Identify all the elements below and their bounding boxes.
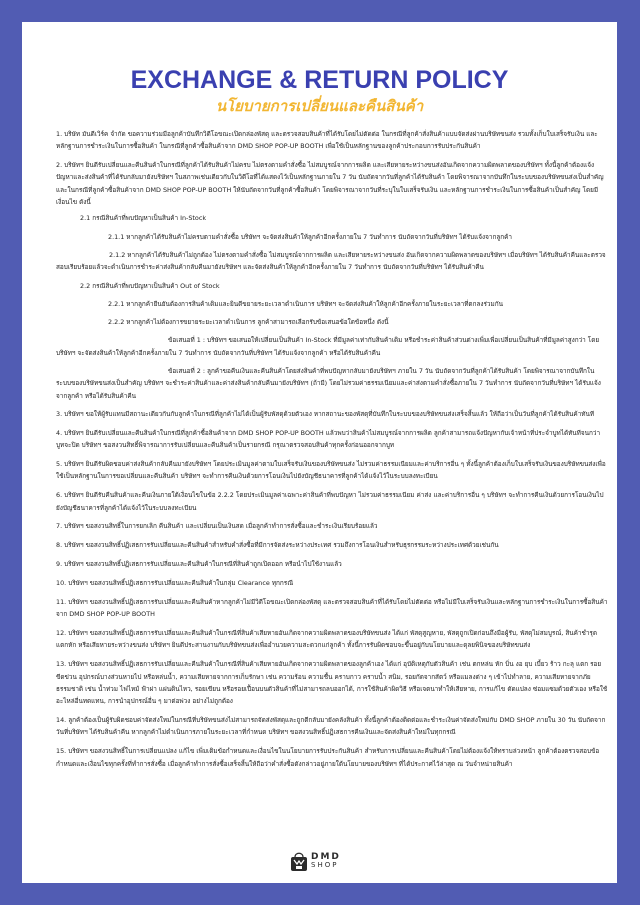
logo-text-shop: SHOP [311,861,339,869]
page-title: EXCHANGE & RETURN POLICY [130,66,509,94]
page-subtitle-thai: นโยบายการเปลี่ยนและคืนสินค้า [215,97,424,115]
policy-offer-1: ข้อเสนอที่ 1 : บริษัทฯ ขอเสนอให้เปลี่ยนเป็นสินค้า In-Stock ที่มีมูลค่าเท่ากับสินค้าเดิม หรือชำระค่าสินค้าส่วนต่างเพิ่มเพื่อเปลี่ยนเป็นสินค้าที่มีมูลค่าสูงกว่า โดยบริษัทฯ จะจัดส่งสินค้าให้ลูกค้าอีกครั้งภายใน 7 วันทำการ นับถัดจากวันที่บริษัทฯ ได้รับแจ้งจากลูกค้า หรือได้รับสินค้าคืน [56,336,600,357]
policy-item-11: 11. บริษัทฯ ขอสงวนสิทธิ์ปฏิเสธการรับเปลี่ยนและคืนสินค้าหากลูกค้าไม่มีวิดีโอขณะเปิดกล่องพัสดุ และตรวจสอบสินค้าที่ได้รับโดยไม่ตัดต่อ หรือไม่มีใบเสร็จรับเงินและหลักฐานการชำระเงินในการซื้อสินค้าจาก DMD SHOP POP-UP BOOTH [56,597,608,619]
logo-text-dmd: DMD [311,852,341,862]
policy-item-6: 6. บริษัทฯ ยินดีรับคืนสินค้าและคืนเงินภายใต้เงื่อนไขในข้อ 2.2.2 โดยประเมินมูลค่าเฉพาะค่าสินค้าที่พบปัญหา ไม่รวมค่าธรรมเนียม ค่าส่ง และค่าบริการอื่น ๆ บริษัทฯ จะทำการคืนเงินด้วยการโอนเงินไปยังบัญชีธนาคารที่ลูกค้าได้แจ้งไว้ในระบบลงทะเบียน [56,491,604,512]
policy-item-12: 12. บริษัทฯ ขอสงวนสิทธิ์ปฏิเสธการรับเปลี่ยนและคืนสินค้าในกรณีที่สินค้าเสียหายอันเกิดจากความผิดพลาดของบริษัทขนส่ง ได้แก่ พัสดุสูญหาย, พัสดุถูกเปิดก่อนถึงมือผู้รับ, พัสดุไม่สมบูรณ์, สินค้าชำรุด แตกหัก หรือเสียหายระหว่างขนส่ง บริษัทฯ ยินดีประสานงานกับบริษัทขนส่งเพื่ออำนวยความสะดวกแก่ลูกค้า ทั้งนี้การรับผิดชอบจะขึ้นอยู่กับนโยบายและดุลยพินิจของบริษัทขนส่ง [56,629,597,650]
policy-item-14: 14. ลูกค้าต้องเป็นผู้รับผิดชอบค่าจัดส่งใหม่ในกรณีที่บริษัทขนส่งไม่สามารถจัดส่งพัสดุและถูกตีกลับมายังคลังสินค้า ทั้งนี้ลูกค้าต้องติดต่อและชำระเงินค่าจัดส่งใหม่กับ DMD SHOP ภายใน 30 วัน นับถัดจากวันที่บริษัทฯ ได้รับสินค้าคืน หากลูกค้าไม่ดำเนินการภายในระยะเวลาที่กำหนด บริษัทฯ ขอสงวนสิทธิ์ปฏิเสธการคืนเงินและจัดส่งสินค้าใหม่ในทุกกรณี [56,716,606,737]
policy-item-9: 9. บริษัทฯ ขอสงวนสิทธิ์ปฏิเสธการรับเปลี่ยนและคืนสินค้าในกรณีที่สินค้าถูกเปิดออก หรือนำไปใช้งานแล้ว [56,560,342,569]
policy-offer-2: ข้อเสนอที่ 2 : ลูกค้าขอคืนเงินและคืนสินค้าโดยส่งสินค้าที่พบปัญหากลับมายังบริษัทฯ ภายใน 7 วัน นับถัดจากวันที่ลูกค้าได้รับสินค้า โดยพิจารณาจากบันทึกในระบบของบริษัทขนส่งเป็นสำคัญ บริษัทฯ จะชำระค่าสินค้าและค่าส่งสินค้ากลับคืนมายังบริษัทฯ (ถ้ามี) โดยไม่รวมค่าธรรมเนียมและค่าส่งตามคำสั่งซื้อภายใน 7 วันทำการ นับถัดจากวันที่บริษัทฯ ได้รับแจ้งจากลูกค้า หรือได้รับสินค้าคืน [56,367,601,400]
policy-item-2-2-2: 2.2.2 หากลูกค้าไม่ต้องการขยายระยะเวลาดำเนินการ ลูกค้าสามารถเลือกรับข้อเสนอข้อใดข้อหนึ่ง ดังนี้ [108,318,389,327]
policy-panel [22,22,617,883]
shopping-bag-icon [290,850,308,872]
policy-item-2: 2. บริษัทฯ ยินดีรับเปลี่ยนและคืนสินค้าในกรณีที่ลูกค้าได้รับสินค้าไม่ครบ ไม่ตรงตามคำสั่งซื้อ ไม่สมบูรณ์จากการผลิต และเสียหายระหว่างขนส่งอันเกิดจากความผิดพลาดของบริษัทฯ ทั้งนี้ลูกค้าต้องแจ้งปัญหาและส่งสินค้าที่ได้รับกลับมายังบริษัทฯ ในสภาพเช่นเดียวกับในวิดีโอที่ได้แสดงไว้เป็นหลักฐานภายใน 7 วัน นับถัดจากวันที่ลูกค้าได้รับสินค้า โดยพิจารณาจากบันทึกในระบบของบริษัทขนส่งเป็นสำคัญ และในกรณีที่ลูกค้าซื้อสินค้าจาก DMD SHOP POP-UP BOOTH ให้นับถัดจากวันที่ลูกค้าซื้อสินค้า โดยพิจารณาจากวันที่ระบุในใบเสร็จรับเงิน และหลักฐานการชำระเงินในการซื้อสินค้าเป็นสำคัญ โดยมีเงื่อนไข ดังนี้ [56,161,604,207]
policy-item-3: 3. บริษัทฯ ขอให้ผู้รับแทนมีสถานะเดียวกันกับลูกค้าในกรณีที่ลูกค้าไม่ได้เป็นผู้รับพัสดุด้วยตัวเอง หากสถานะของพัสดุที่บันทึกในระบบของบริษัทขนส่งเสร็จสิ้นแล้ว ให้ถือว่าเป็นวันที่ลูกค้าได้รับสินค้าทันที [56,409,595,418]
policy-item-2-1-2: 2.1.2 หากลูกค้าได้รับสินค้าไม่ถูกต้อง ไม่ตรงตามคำสั่งซื้อ ไม่สมบูรณ์จากการผลิต และเสียหายระหว่างขนส่ง อันเกิดจากความผิดพลาดของบริษัทฯ เมื่อบริษัทฯ ได้รับสินค้าคืนและตรวจสอบเรียบร้อยแล้วจะดำเนินการชำระค่าส่งสินค้ากลับคืนมายังบริษัทฯ และจัดส่งสินค้าให้ลูกค้าอีกครั้งภายใน 7 วันทำการ นับถัดจากวันที่บริษัทฯ ได้รับสินค้าคืน [56,250,606,272]
policy-item-1: 1. บริษัท มันดีเวิร์ค จำกัด ขอความร่วมมือลูกค้าบันทึกวิดีโอขณะเปิดกล่องพัสดุ และตรวจสอบสินค้าที่ได้รับโดยไม่ตัดต่อ ในกรณีที่ลูกค้าสั่งสินค้าแบบจัดส่งผ่านบริษัทขนส่ง รวมทั้งเก็บใบเสร็จรับเงิน และหลักฐานการชำระเงินในการซื้อสินค้า ในกรณีที่ลูกค้าซื้อสินค้าจาก DMD SHOP POP-UP BOOTH เพื่อใช้เป็นหลักฐานของลูกค้าประกอบการรับประกันสินค้า [56,130,598,151]
policy-item-2-2: 2.2 กรณีสินค้าที่พบปัญหาเป็นสินค้า Out of Stock [80,281,220,290]
policy-item-5: 5. บริษัทฯ ยินดีรับผิดชอบค่าส่งสินค้ากลับคืนมายังบริษัทฯ โดยประเมินมูลค่าตามใบเสร็จรับเงินของบริษัทขนส่ง ไม่รวมค่าธรรมเนียมและค่าบริการอื่น ๆ ทั้งนี้ลูกค้าต้องเก็บใบเสร็จรับเงินของบริษัทขนส่งเพื่อใช้เป็นหลักฐานในการขอเปลี่ยนและคืนสินค้า บริษัทฯ จะทำการคืนเงินด้วยการโอนเงินไปยังบัญชีธนาคารที่ลูกค้าได้แจ้งไว้ในระบบลงทะเบียน [56,460,606,481]
policy-item-8: 8. บริษัทฯ ขอสงวนสิทธิ์ปฏิเสธการรับเปลี่ยนและคืนสินค้าสำหรับคำสั่งซื้อที่มีการจัดส่งระหว่างประเทศ รวมถึงการโอนเงินสำหรับธุรกรรมระหว่างประเทศด้วยเช่นกัน [56,541,499,550]
dmd-shop-logo [290,848,354,874]
policy-item-2-1-1: 2.1.1 หากลูกค้าได้รับสินค้าไม่ครบตามคำสั่งซื้อ บริษัทฯ จะจัดส่งสินค้าให้ลูกค้าอีกครั้งภายใน 7 วันทำการ นับถัดจากวันที่บริษัทฯ ได้รับแจ้งจากลูกค้า [108,232,512,241]
policy-item-4: 4. บริษัทฯ ยินดีรับเปลี่ยนและคืนสินค้าในกรณีที่ลูกค้าซื้อสินค้าจาก DMD SHOP POP-UP BOOTH แล้วพบว่าสินค้าไม่สมบูรณ์จากการผลิต ลูกค้าสามารถแจ้งปัญหากับเจ้าหน้าที่ประจำบูทได้ทันทีจนกว่าบูทจะปิด บริษัทฯ ขอสงวนสิทธิ์พิจารณาการรับเปลี่ยนและคืนสินค้าเป็นรายกรณี กรุณาตรวจสอบสินค้าทุกครั้งก่อนออกจากบูท [56,428,601,450]
policy-item-2-2-1: 2.2.1 หากลูกค้ายืนยันต้องการสินค้าเดิมและยินดีขยายระยะเวลาดำเนินการ บริษัทฯ จะจัดส่งสินค้าให้ลูกค้าอีกครั้งภายในระยะเวลาที่ตกลงร่วมกัน [108,299,503,308]
policy-item-2-1: 2.1 กรณีสินค้าที่พบปัญหาเป็นสินค้า In-Stock [80,214,207,223]
policy-body [56,128,608,776]
policy-item-15: 15. บริษัทฯ ขอสงวนสิทธิ์ในการเปลี่ยนแปลง แก้ไข เพิ่มเติมข้อกำหนดและเงื่อนไขในนโยบายการรับประกันสินค้า สำหรับการเปลี่ยนและคืนสินค้าโดยไม่ต้องแจ้งให้ทราบล่วงหน้า ลูกค้าต้องตรวจสอบข้อกำหนดและเงื่อนไขทุกครั้งที่ทำการสั่งซื้อ เมื่อลูกค้าทำการสั่งซื้อเสร็จสิ้นให้ถือว่าคำสั่งซื้อดังกล่าวอยู่ภายใต้นโยบายของบริษัทฯ ที่ได้ประกาศไว้ล่าสุด ณ วันจำหน่ายสินค้า [56,747,600,768]
policy-item-7: 7. บริษัทฯ ขอสงวนสิทธิ์ในการยกเลิก คืนสินค้า และเปลี่ยนเป็นเงินสด เมื่อลูกค้าทำการสั่งซื้อและชำระเงินเรียบร้อยแล้ว [56,522,378,531]
policy-item-13: 13. บริษัทฯ ขอสงวนสิทธิ์ปฏิเสธการรับเปลี่ยนและคืนสินค้าในกรณีที่สินค้าเสียหายอันเกิดจากความผิดพลาดของลูกค้าเอง ได้แก่ อุบัติเหตุกับตัวสินค้า เช่น ตกหล่น หัก บิ่น งอ ยุบ เบี้ยว ร้าว กะลุ แตก รอยขีดข่วน อุปกรณ์บางส่วนหายไป หรือหล่นน้ำ, ความเสียหายจากการเก็บรักษา เช่น ความร้อน ความชื้น คราบกาว คราบน้ำ สนิม, รอยกัดจากสัตว์ หรือแมลงต่าง ๆ เข้าไปทำลาย, ความเสียหายจากภัยธรรมชาติ เช่น น้ำท่วม ไฟไหม้ ฟ้าผ่า แผ่นดินไหว, รอยเขียน หรือรอยเปื้อนบนตัวสินค้าที่ไม่สามารถลบออกได้, การใช้สินค้าผิดวิธี หรือเจตนาทำให้เสียหาย, การแก้ไข ดัดแปลง ซ่อมแซมด้วยตัวเอง หรือใช้อะไหล่อื่นทดแทน, การนำอุปกรณ์อื่น ๆ มาต่อพ่วง อย่างไม่ถูกต้อง [56,660,608,706]
policy-item-10: 10. บริษัทฯ ขอสงวนสิทธิ์ปฏิเสธการรับเปลี่ยนและคืนสินค้าในกลุ่ม Clearance ทุกกรณี [56,579,294,588]
